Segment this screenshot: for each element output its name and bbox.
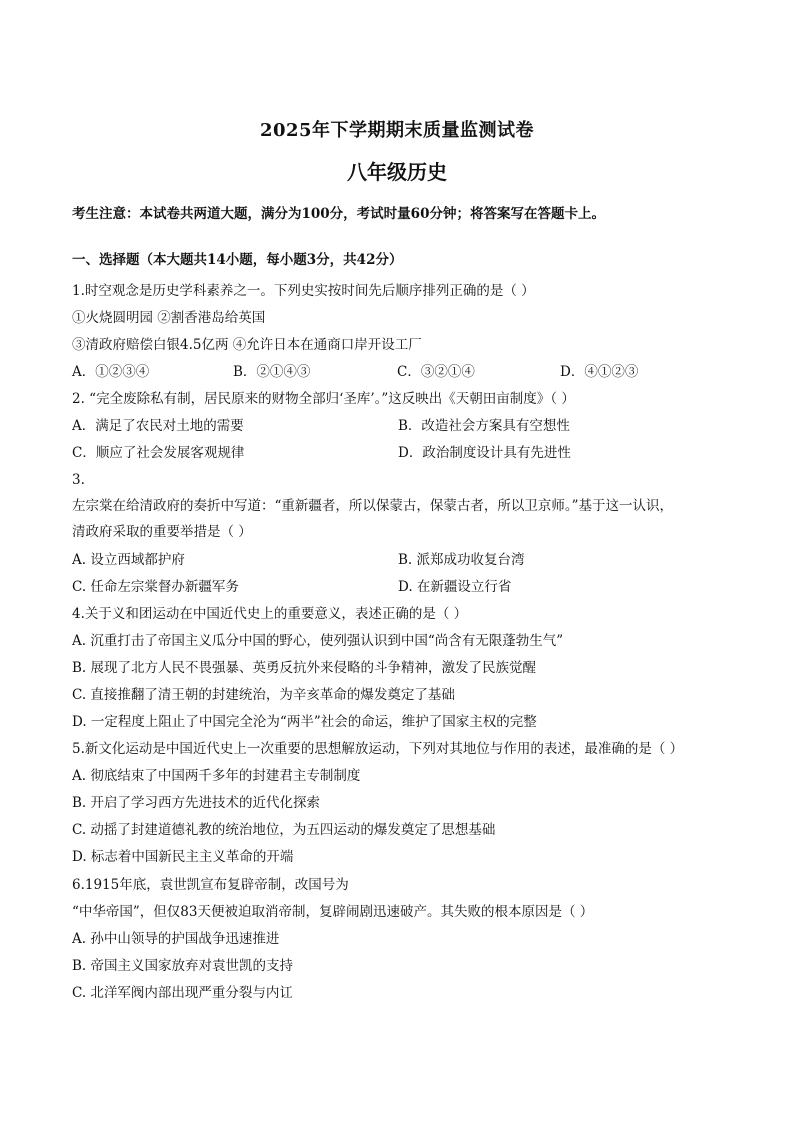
- question-6-option-b: B. 帝国主义国家放弃对袁世凯的支持: [72, 958, 294, 974]
- question-1-option-d: D．④①②③: [560, 364, 639, 380]
- question-4-option-d: D. 一定程度上阻止了中国完全沦为“两半”社会的命运，维护了国家主权的完整: [72, 714, 537, 730]
- question-2-option-a: A．满足了农民对土地的需要: [72, 418, 244, 434]
- question-6-option-a: A. 孙中山领导的护国战争迅速推进: [72, 931, 280, 947]
- question-5-option-a: A. 彻底结束了中国两千多年的封建君主专制制度: [72, 768, 361, 784]
- question-4-stem: 4.关于义和团运动在中国近代史上的重要意义，表述正确的是（ ）: [72, 606, 468, 622]
- question-2-option-d: D．政治制度设计具有先进性: [398, 445, 571, 461]
- question-5-option-c: C. 动摇了封建道德礼教的统治地位，为五四运动的爆发奠定了思想基础: [72, 822, 496, 838]
- question-3-option-a: A. 设立西域都护府: [72, 552, 185, 568]
- question-5-option-d: D. 标志着中国新民主主义革命的开端: [72, 849, 294, 865]
- exam-title: 2025年下学期期末质量监测试卷: [259, 120, 535, 141]
- question-3-option-b: B. 派郑成功收复台湾: [398, 552, 525, 568]
- exam-notice: 考生注意：本试卷共两道大题，满分为100分，考试时量60分钟；将答案写在答题卡上。: [72, 206, 605, 222]
- exam-subtitle: 八年级历史: [347, 160, 447, 184]
- question-4-option-a: A. 沉重打击了帝国主义瓜分中国的野心，使列强认识到中国“尚含有无限蓬勃生气”: [72, 633, 564, 649]
- question-5-option-b: B. 开启了学习西方先进技术的近代化探索: [72, 795, 321, 811]
- question-3-number: 3.: [72, 472, 85, 488]
- question-2-stem: 2. “完全废除私有制，居民原来的财物全部归‘圣库’。”这反映出《天朝田亩制度》（ ）: [72, 391, 575, 407]
- section-heading: 一、选择题（本大题共14小题，每小题3分，共42分）: [72, 252, 403, 268]
- question-5-stem: 5.新文化运动是中国近代史上一次重要的思想解放运动，下列对其地位与作用的表述，最准确的是（ ）: [72, 741, 684, 757]
- question-4-option-c: C. 直接推翻了清王朝的封建统治，为辛亥革命的爆发奠定了基础: [72, 687, 455, 703]
- question-1-items: ①火烧圆明园 ②割香港岛给英国: [72, 310, 266, 326]
- question-6-stem: 6.1915年底，袁世凯宣布复辟帝制，改国号为: [72, 877, 349, 893]
- question-1-option-c: C．③②①④: [397, 364, 475, 380]
- question-1-items: ③清政府赔偿白银4.5亿两 ④允许日本在通商口岸开设工厂: [72, 337, 422, 353]
- question-2-option-c: C．顺应了社会发展客观规律: [72, 445, 245, 461]
- question-3-option-c: C. 任命左宗棠督办新疆军务: [72, 579, 239, 595]
- question-6-option-c: C. 北洋军阀内部出现严重分裂与内讧: [72, 985, 293, 1001]
- question-3-stem: 清政府采取的重要举措是（ ）: [72, 524, 252, 540]
- question-1-option-a: A．①②③④: [72, 364, 150, 380]
- question-3-stem: 左宗棠在给清政府的奏折中写道：“重新疆者，所以保蒙古，保蒙古者，所以卫京师。”基于这一认识，: [72, 498, 674, 514]
- question-6-stem: “中华帝国”，但仅83天便被迫取消帝制，复辟闹剧迅速破产。其失败的根本原因是（ ）: [72, 904, 594, 920]
- question-1-stem: 1.时空观念是历史学科素养之一。下列史实按时间先后顺序排列正确的是（ ）: [72, 283, 535, 299]
- question-2-option-b: B．改造社会方案具有空想性: [398, 418, 570, 434]
- question-1-option-b: B．②①④③: [233, 364, 311, 380]
- question-3-option-d: D. 在新疆设立行省: [398, 579, 512, 595]
- question-4-option-b: B. 展现了北方人民不畏强暴、英勇反抗外来侵略的斗争精神，激发了民族觉醒: [72, 660, 537, 676]
